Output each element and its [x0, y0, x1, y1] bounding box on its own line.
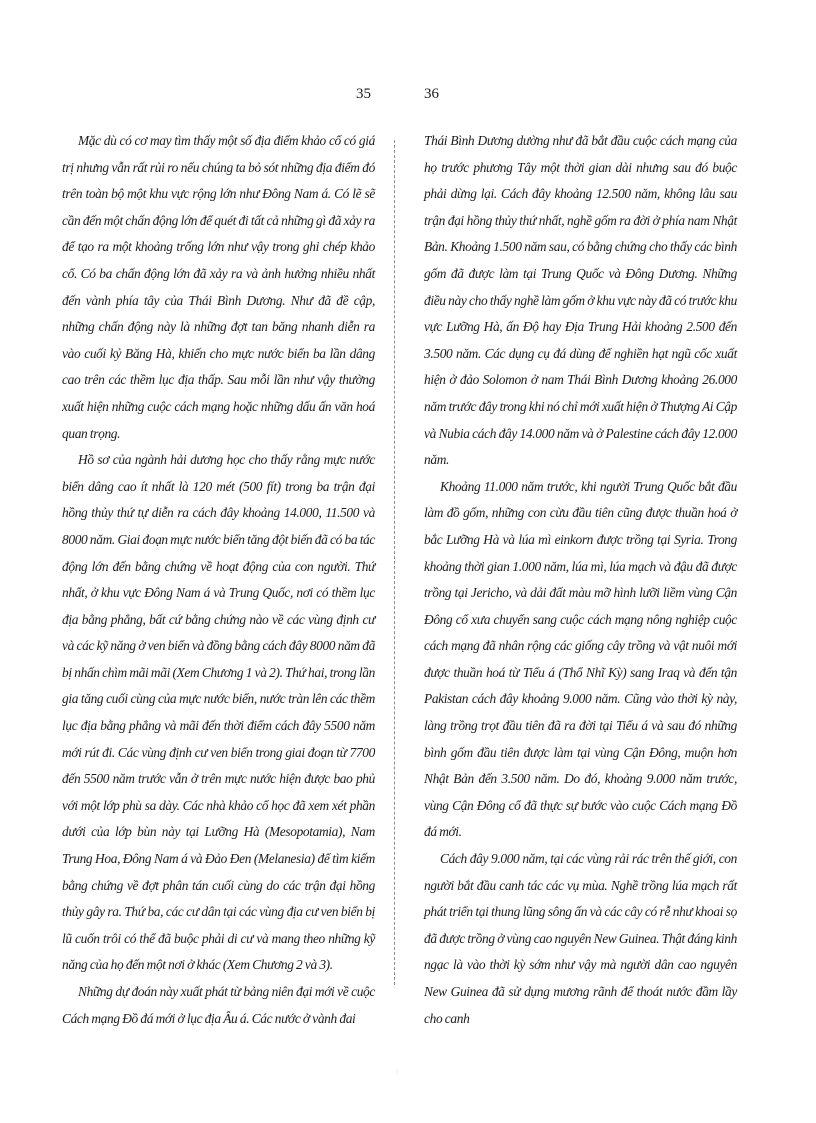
paragraph: Những dự đoán này xuất phát từ bảng niên đại mới về cuộc Cách mạng Đồ đá mới ở lục địa Âu á. Các nước ở vành đai — [62, 984, 375, 1026]
paragraph: Thái Bình Dương dường như đã bắt đầu cuộc cách mạng của họ trước phương Tây một thời gian dài nhưng sau đó buộc phải dừng lại. Cách đây khoảng 12.500 năm, không lâu sau trận đại hồng thủy thứ nhất, nghề gốm ra đời ở phía nam Nhật Bản. Khoảng 1.500 năm sau, có bằng chứng cho thấy các bình gốm đã được làm tại Trung Quốc và Đông Dương. Những điều này cho thấy nghề làm gốm ở khu vực này đã có trước khu vực Lưỡng Hà, ấn Độ hay Địa Trung Hải khoảng 2.500 đến 3.500 năm. Các dụng cụ đá dùng để nghiền hạt ngũ cốc xuất hiện ở đảo Solomon ở nam Thái Bình Dương khoảng 26.000 năm trước đây trong khi nó chỉ mới xuất hiện ở Thượng Ai Cập và Nubia cách đây 14.000 năm và ở Palestine cách đây 12.000 năm. — [424, 133, 737, 468]
page-number-left: 35 — [356, 86, 371, 102]
paragraph: Khoảng 11.000 năm trước, khi người Trung Quốc bắt đầu làm đồ gốm, những con cừu đầu tiên cũng được thuần hoá ở bắc Lưỡng Hà và lúa mì einkorn được trồng tại Syria. Trong khoảng thời gian 1.000 năm, lúa mì, lúa mạch và đậu đã được trồng tại Jericho, và dải đất màu mỡ hình lưỡi liềm vùng Cận Đông cổ xưa chuyển sang cuộc cách mạng nông nghiệp cuộc cách mạng đã nhân rộng các giống cây trồng và vật nuôi mới được thuần hoá từ Tiểu á (Thổ Nhĩ Kỳ) sang Iraq và đến tận Pakistan cách đây khoảng 9.000 năm. Cũng vào thời kỳ này, làng trồng trọt đầu tiên đã ra đời tại Tiểu á và sau đó những bình gốm đầu tiên được làm tại vùng Cận Đông, muộn hơn Nhật Bản đến 3.500 năm. Do đó, khoảng 9.000 năm trước, vùng Cận Đông cổ đã thực sự bước vào cuộc Cách mạng Đồ đá mới. — [424, 478, 737, 840]
paragraph: Mặc dù có cơ may tìm thấy một số địa điểm khảo cổ có giá trị nhưng vẫn rất rủi ro nếu chúng ta bỏ sót những địa điểm đó trên toàn bộ một khu vực rộng lớn như Đông Nam á. Có lẽ sẽ cần đến một chấn động lớn để quét đi tất cả những gì đã xảy ra để tạo ra một khoảng trống lớn như vậy trong ghi chép khảo cổ. Có ba chấn động lớn đã xảy ra và ảnh hưởng nhiều nhất đến vành phía tây của Thái Bình Dương. Như đã đề cập, những chấn động này là những đợt tan băng nhanh diễn ra vào cuối kỷ Băng Hà, khiến cho mực nước biển ba lần dâng cao trên các thềm lục địa thấp. Sau mỗi lần như vậy thường xuất hiện những cuộc cách mạng hoặc những dấu ấn văn hoá quan trọng. — [62, 133, 375, 441]
column-divider — [394, 140, 395, 985]
right-text-column — [424, 128, 737, 1032]
left-text-column — [62, 128, 375, 1032]
paragraph: Hồ sơ của ngành hải dương học cho thấy rằng mực nước biển dâng cao ít nhất là 120 mét (500 fít) trong ba trận đại hồng thủy thứ tự diễn ra cách đây khoảng 14.000, 11.500 và 8000 năm. Giai đoạn mực nước biển tăng đột biến đã có ba tác động lớn đến bằng chứng về hoạt động của con người. Thứ nhất, ở khu vực Đông Nam á và Trung Quốc, nơi có thềm lục địa bằng phẳng, bất cứ bằng chứng nào về các vùng định cư và các kỹ năng ở ven biển và đồng bằng cách đây 8000 năm đã bị nhấn chìm mãi mãi (Xem Chương 1 và 2). Thứ hai, trong lần gia tăng cuối cùng của mực nước biển, nước tràn lên các thềm lục địa bằng phẳng và mãi đến thời điểm cách đây 5500 năm mới rút đi. Các vùng định cư ven biển trong giai đoạn từ 7700 đến 5500 năm trước vẫn ở trên mực nước hiện được bao phủ với một lớp phù sa dày. Các nhà khảo cổ học đã xem xét phần dưới của lớp bùn này tại Lưỡng Hà (Mesopotamia), Nam Trung Hoa, Đông Nam á và Đảo Đen (Melanesia) để tìm kiếm bằng chứng về đợt phân tán cuối cùng do các trận đại hồng thủy gây ra. Thứ ba, các cư dân tại các vùng địa cư ven biển bị lũ cuốn trôi có thể đã buộc phải di cư và mang theo những kỹ năng của họ đến một nơi ở khác (Xem Chương 2 và 3). — [62, 452, 375, 973]
paragraph: Cách đây 9.000 năm, tại các vùng rải rác trên thế giới, con người bắt đầu canh tác các vụ mùa. Nghề trồng lúa mạch rất phát triển tại thung lũng sông ấn và các cây có rễ như khoai sọ đã được trồng ở vùng cao nguyên New Guinea. Thật đáng kinh ngạc là vào thời kỳ sớm như vậy mà người dân cao nguyên New Guinea đã sử dụng mương rãnh để thoát nước đầm lầy cho canh — [424, 851, 737, 1026]
page-number-right: 36 — [424, 86, 439, 102]
scan-mark: ⁝ — [396, 1068, 399, 1076]
